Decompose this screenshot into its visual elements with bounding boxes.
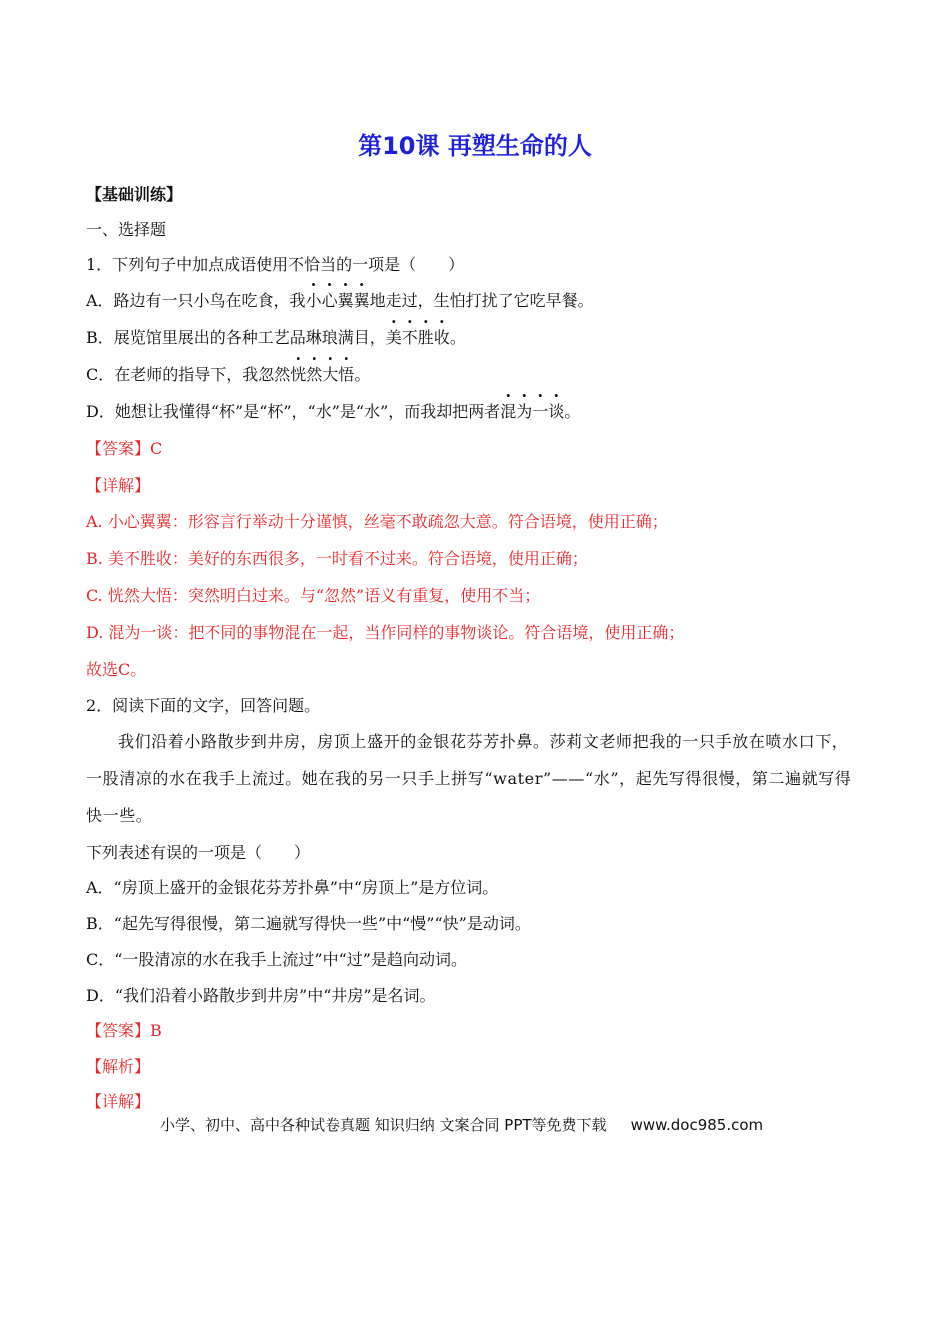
q1-stem: 1．下列句子中加点成语使用不恰当的一项是（ ） (86, 255, 465, 274)
q1-explanation-b: B. 美不胜收：美好的东西很多，一时看不过来。符合语境，使用正确； (86, 549, 588, 568)
q1-answer: 【答案】C (86, 439, 163, 458)
q1-option-d: D．她想让我懂得“杯”是“杯”，“水”是“水”，而我却把两者混为一谈。 (86, 402, 581, 421)
q2-analysis-label: 【解析】 (86, 1057, 151, 1076)
q2-answer: 【答案】B (86, 1021, 162, 1040)
q1-explain-label: 【详解】 (86, 476, 151, 495)
q2-stem: 2．阅读下面的文字，回答问题。 (86, 696, 321, 715)
page-footer (160, 1114, 763, 1135)
q2-explain-label: 【详解】 (86, 1092, 151, 1111)
q1-conclusion: 故选C。 (86, 660, 147, 679)
footer-url[interactable]: www.doc985.com (630, 1116, 764, 1134)
page-title: 第10课 再塑生命的人 (358, 132, 592, 160)
q2-passage: 我们沿着小路散步到井房，房顶上盛开的金银花芬芳扑鼻。莎莉文老师把我的一只手放在喷水口下，一股清凉的水在我手上流过。她在我的另一只手上拼写“water”——“水”，起先写得很慢，第二遍就写得快一些。 (86, 732, 852, 825)
footer-text: 小学、初中、高中各种试卷真题 知识归纳 文案合同 PPT等免费下载 (160, 1116, 607, 1134)
q2-option-d: D．“我们沿着小路散步到井房”中“井房”是名词。 (86, 986, 436, 1005)
q1-explanation-d: D. 混为一谈：把不同的事物混在一起，当作同样的事物谈论。符合语境，使用正确； (86, 623, 685, 642)
q2-option-c: C．“一股清凉的水在我手上流过”中“过”是趋向动词。 (86, 950, 467, 969)
section-heading: 【基础训练】 (86, 185, 183, 204)
q1-option-c: C．在老师的指导下，我忽然恍然大悟。 (86, 365, 371, 384)
q1-explanation-a: A. 小心翼翼：形容言行举动十分谨慎，丝毫不敢疏忽大意。符合语境，使用正确； (86, 512, 668, 531)
q1-option-a: A．路边有一只小鸟在吃食，我小心翼翼地走过，生怕打扰了它吃早餐。 (86, 291, 594, 310)
q1-option-b: B．展览馆里展出的各种工艺品琳琅满目，美不胜收。 (86, 328, 466, 347)
q2-option-a: A．“房顶上盛开的金银花芬芳扑鼻”中“房顶上”是方位词。 (86, 878, 499, 897)
q1-explanation-c: C. 恍然大悟：突然明白过来。与“忽然”语义有重复，使用不当； (86, 586, 541, 605)
q2-sub-stem: 下列表述有误的一项是（ ） (86, 843, 311, 862)
q2-option-b: B．“起先写得很慢，第二遍就写得快一些”中“慢”“快”是动词。 (86, 914, 531, 933)
part-heading: 一、选择题 (86, 220, 167, 239)
